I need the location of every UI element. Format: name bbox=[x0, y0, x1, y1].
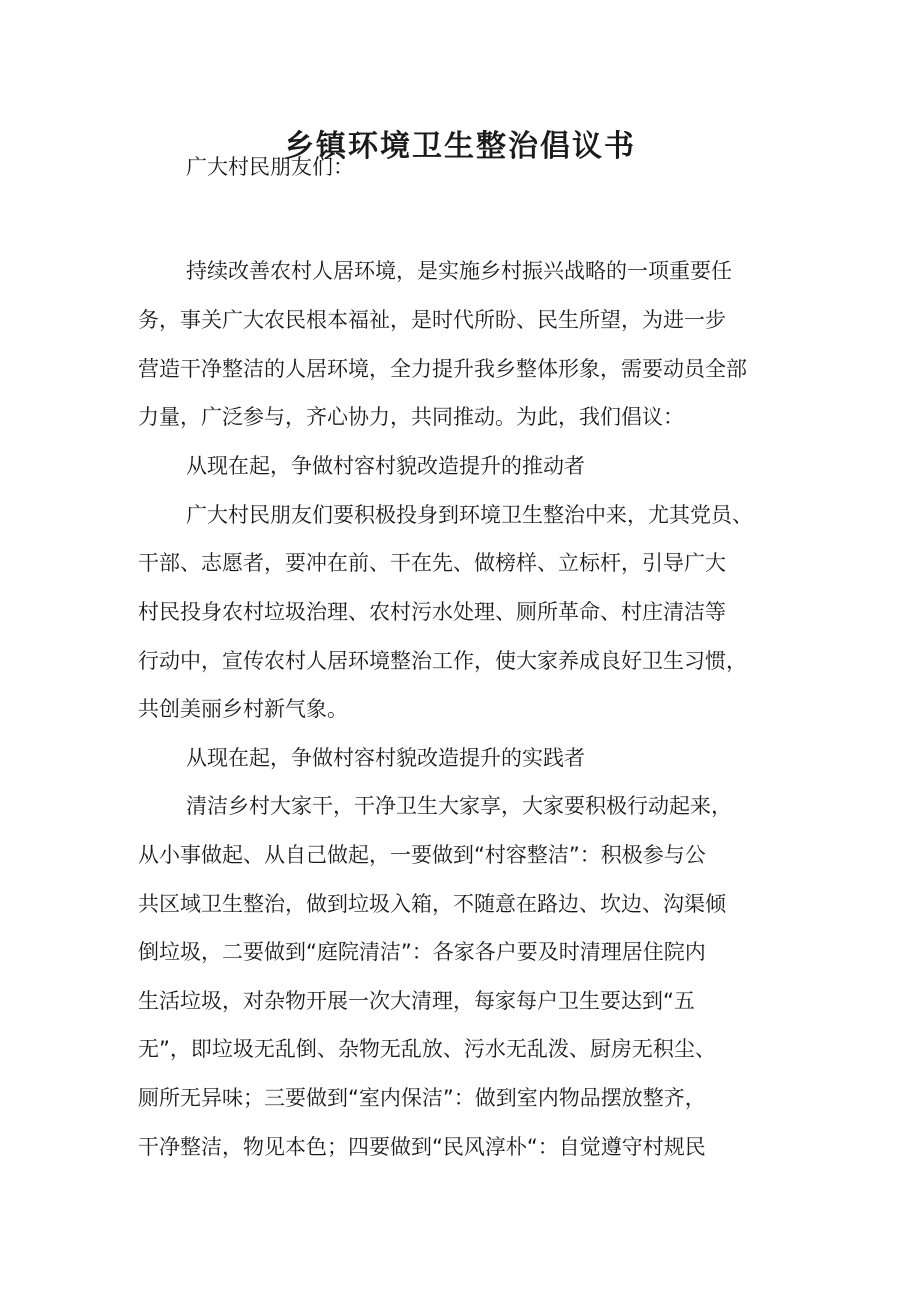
text-line: 生活垃圾，对杂物开展一次大清理，每家每户卫生要达到“五 bbox=[138, 989, 695, 1013]
text-line: 从现在起，争做村容村貌改造提升的实践者 bbox=[186, 746, 585, 770]
text-line: 广大村民朋友们： bbox=[186, 155, 354, 179]
text-line: 持续改善农村人居环境，是实施乡村振兴战略的一项重要任 bbox=[186, 259, 732, 283]
text-line: 广大村民朋友们要积极投身到环境卫生整治中来，尤其党员、 bbox=[186, 503, 753, 527]
text-line: 行动中，宣传农村人居环境整治工作，使大家养成良好卫生习惯， bbox=[138, 649, 747, 673]
text-line: 从现在起，争做村容村貌改造提升的推动者 bbox=[186, 454, 585, 478]
text-line: 无”，即垃圾无乱倒、杂物无乱放、污水无乱泼、厨房无积尘、 bbox=[138, 1037, 716, 1061]
text-line: 共区域卫生整治，做到垃圾入箱，不随意在路边、坎边、沟渠倾 bbox=[138, 892, 726, 916]
text-line: 厕所无异味；三要做到“室内保洁”：做到室内物品摆放整齐， bbox=[138, 1086, 706, 1110]
text-line: 共创美丽乡村新气象。 bbox=[138, 697, 348, 721]
text-line: 清洁乡村大家干，干净卫生大家享，大家要积极行动起来， bbox=[186, 794, 732, 818]
document-title: 乡镇环境卫生整治倡议书 bbox=[284, 129, 636, 164]
text-line: 务，事关广大农民根本福祉，是时代所盼、民生所望，为进一步 bbox=[138, 308, 726, 332]
text-line: 干部、志愿者，要冲在前、干在先、做榜样、立标杆，引导广大 bbox=[138, 551, 726, 575]
text-line: 村民投身农村垃圾治理、农村污水处理、厕所革命、村庄清洁等 bbox=[138, 600, 726, 624]
text-line: 倒垃圾，二要做到“庭院清洁”：各家各户要及时清理居住院内 bbox=[138, 940, 706, 964]
text-line: 力量，广泛参与，齐心协力，共同推动。为此，我们倡议： bbox=[138, 405, 684, 429]
text-line: 从小事做起、从自己做起，一要做到“村容整洁”：积极参与公 bbox=[138, 843, 706, 867]
text-line: 营造干净整洁的人居环境，全力提升我乡整体形象，需要动员全部 bbox=[138, 357, 747, 381]
text-line: 干净整洁，物见本色；四要做到“民风淳朴“：自觉遵守村规民 bbox=[138, 1135, 706, 1159]
